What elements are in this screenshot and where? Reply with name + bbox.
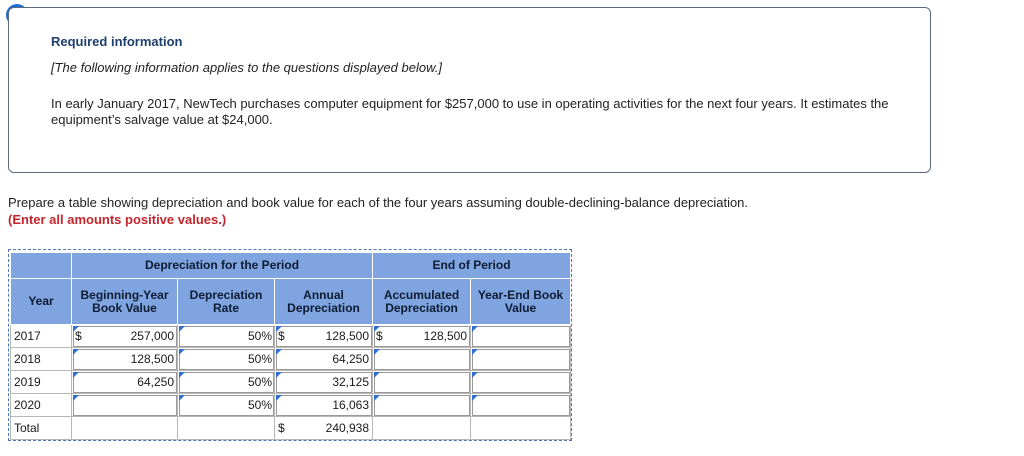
- accumulated-depreciation-input[interactable]: [373, 348, 471, 371]
- empty-cell: [373, 417, 471, 440]
- year-end-book-value-input[interactable]: [471, 348, 571, 371]
- year-end-book-value-input[interactable]: [471, 394, 571, 417]
- header-end-of-period: End of Period: [373, 253, 571, 279]
- depreciation-rate-input[interactable]: 50%: [178, 394, 275, 417]
- currency-symbol: $: [376, 329, 383, 343]
- col-depreciation-rate: Depreciation Rate: [178, 279, 275, 325]
- table-row: [11, 371, 571, 394]
- col-annual-depreciation: Annual Depreciation: [275, 279, 373, 325]
- year-end-book-value-input[interactable]: [471, 325, 571, 348]
- currency-symbol: $: [278, 421, 285, 435]
- table-row: [11, 325, 571, 348]
- total-value: 240,938: [325, 421, 370, 435]
- col-year: Year: [11, 279, 72, 325]
- input-value: 16,063: [332, 398, 370, 412]
- beginning-book-value-input[interactable]: [72, 348, 178, 371]
- depreciation-table: [10, 252, 571, 440]
- input-value: 32,125: [332, 375, 370, 389]
- required-information-panel: [8, 7, 931, 173]
- beginning-book-value-input[interactable]: [72, 371, 178, 394]
- col-year-end-book-value: Year-End Book Value: [471, 279, 571, 325]
- col-accumulated-depreciation: Accumulated Depreciation: [373, 279, 471, 325]
- input-value: 64,250: [332, 352, 370, 366]
- accumulated-depreciation-input[interactable]: [373, 325, 471, 348]
- header-blank: [11, 253, 72, 279]
- input-value: 128,500: [130, 352, 174, 366]
- empty-cell: [72, 417, 178, 440]
- depreciation-rate-input[interactable]: 50%: [178, 371, 275, 394]
- year-cell: 2020: [11, 394, 72, 417]
- currency-symbol: $: [75, 329, 82, 343]
- annual-depreciation-input[interactable]: [275, 394, 373, 417]
- header-depreciation-period: Depreciation for the Period: [72, 253, 373, 279]
- annual-depreciation-input[interactable]: [275, 348, 373, 371]
- year-cell: 2017: [11, 325, 72, 348]
- depreciation-rate-input[interactable]: 50%: [178, 325, 275, 348]
- table-row: [11, 348, 571, 371]
- input-value: 128,500: [423, 329, 468, 343]
- info-heading: Required information: [51, 34, 183, 49]
- total-row: [11, 417, 571, 440]
- info-body: In early January 2017, NewTech purchases computer equipment for $257,000 to use in operating activities for the next four years. It estimates the equipment’s salvage value at $24,000.: [51, 96, 889, 127]
- total-annual-depreciation: [275, 417, 373, 440]
- prompt-text: Prepare a table showing depreciation and book value for each of the four years assuming double-declining-balance depreciation.: [8, 195, 749, 210]
- annual-depreciation-input[interactable]: [275, 325, 373, 348]
- year-end-book-value-input[interactable]: [471, 371, 571, 394]
- annual-depreciation-input[interactable]: [275, 371, 373, 394]
- accumulated-depreciation-input[interactable]: [373, 394, 471, 417]
- total-label: Total: [11, 417, 72, 440]
- col-beginning-book-value: Beginning-Year Book Value: [72, 279, 178, 325]
- empty-cell: [471, 417, 571, 440]
- prompt-emphasis: (Enter all amounts positive values.): [8, 212, 227, 227]
- depreciation-table-container: [8, 249, 572, 441]
- accumulated-depreciation-input[interactable]: [373, 371, 471, 394]
- info-note: [The following information applies to the questions displayed below.]: [51, 60, 442, 75]
- input-value: 128,500: [325, 329, 370, 343]
- empty-cell: [178, 417, 275, 440]
- input-value: 257,000: [130, 329, 174, 343]
- beginning-book-value-input[interactable]: [72, 394, 178, 417]
- year-cell: 2019: [11, 371, 72, 394]
- currency-symbol: $: [278, 329, 285, 343]
- question-prompt: [8, 194, 1008, 228]
- table-row: [11, 394, 571, 417]
- depreciation-rate-input[interactable]: 50%: [178, 348, 275, 371]
- beginning-book-value-input[interactable]: [72, 325, 178, 348]
- input-value: 64,250: [137, 375, 174, 389]
- year-cell: 2018: [11, 348, 72, 371]
